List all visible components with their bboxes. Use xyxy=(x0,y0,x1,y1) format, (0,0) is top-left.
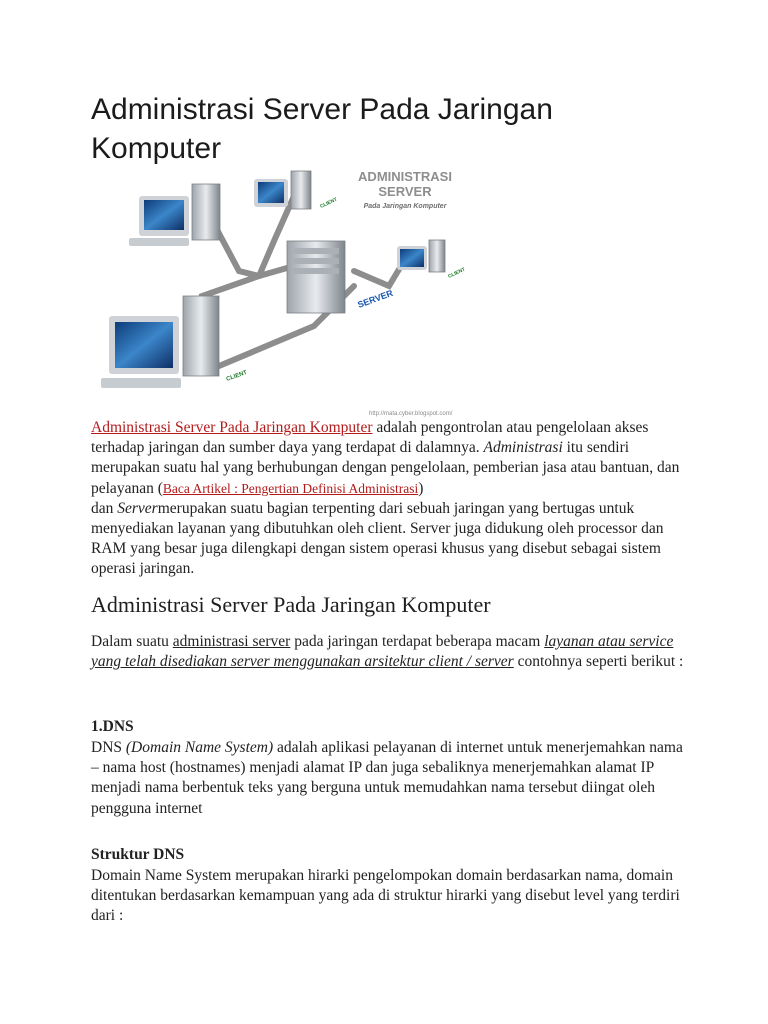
banner-line2: SERVER xyxy=(378,184,432,199)
client-label: CLIENT xyxy=(319,196,339,210)
client-computer-icon xyxy=(129,184,220,246)
related-article-link[interactable]: Baca Artikel : Pengertian Definisi Administrasi xyxy=(162,480,419,496)
client-computer-icon xyxy=(101,296,248,388)
banner-line1: ADMINISTRASI xyxy=(358,169,452,184)
intro-paragraph: Administrasi Server Pada Jaringan Komputer adalah pengontrolan atau pengelolaan akses terhadap jaringan dan sumber daya yang terdapat di dalamnya. Administrasi itu sendiri merupakan suatu hal yang berhubungan dengan pengelolaan, pemberian jasa atau bantuan, dan pelayanan (Baca Artikel : Pengertian Definisi Administrasi) dan Servermerupakan suatu bagian terpenting dari sebuah jaringan yang bertugas untuk menyediakan layanan yang dibutuhkan oleh client. Server juga didukung oleh processor dan RAM yang besar juga dilengkapi dengan sistem operasi khusus yang disebut sebagai sistem operasi jaringan. xyxy=(91,419,680,578)
services-paragraph: Dalam suatu administrasi server pada jaringan terdapat beberapa macam layanan atau service yang telah disediakan server menggunakan arsitektur client / server contohnya seperti berikut : xyxy=(91,633,684,671)
server-label: SERVER xyxy=(356,287,395,310)
server-icon xyxy=(287,241,395,313)
section-heading: Administrasi Server Pada Jaringan Komputer xyxy=(91,592,491,617)
dns-paragraph: DNS (Domain Name System) adalah aplikasi pelayanan di internet untuk menerjemahkan nama – nama host (hostnames) menjadi alamat IP dan juga sebaliknya menerjemahkan alamat IP menjadi nama berbentuk teks yang berguna untuk memudahkan nama tersebut diingat oleh pengguna internet xyxy=(91,739,683,817)
banner-line3: Pada Jaringan Komputer xyxy=(363,203,447,210)
client-label: CLIENT xyxy=(447,266,467,280)
client-server-link[interactable]: layanan atau service yang telah disediakan server menggunakan arsitektur client / server xyxy=(91,633,674,671)
banner xyxy=(358,169,452,210)
page-title: Administrasi Server Pada Jaringan Komputer xyxy=(91,93,553,165)
client-computer-icon xyxy=(254,171,338,210)
client-computer-icon xyxy=(397,240,466,280)
article-link[interactable]: Administrasi Server Pada Jaringan Komputer xyxy=(91,419,373,436)
client-label: CLIENT xyxy=(225,369,249,383)
struktur-dns-heading: Struktur DNS xyxy=(91,846,185,863)
network-diagram-image xyxy=(99,166,472,418)
image-credit: http://mata.cyber.blogspot.com/ xyxy=(369,411,453,417)
struktur-dns-paragraph: Domain Name System merupakan hirarki pengelompokan domain berdasarkan nama, domain ditentukan berdasarkan kemampuan yang ada di struktur hirarki yang disebut level yang terdiri dari : xyxy=(91,867,680,925)
dns-heading: 1.DNS xyxy=(91,718,134,735)
administrasi-server-link[interactable]: administrasi server xyxy=(172,633,291,650)
